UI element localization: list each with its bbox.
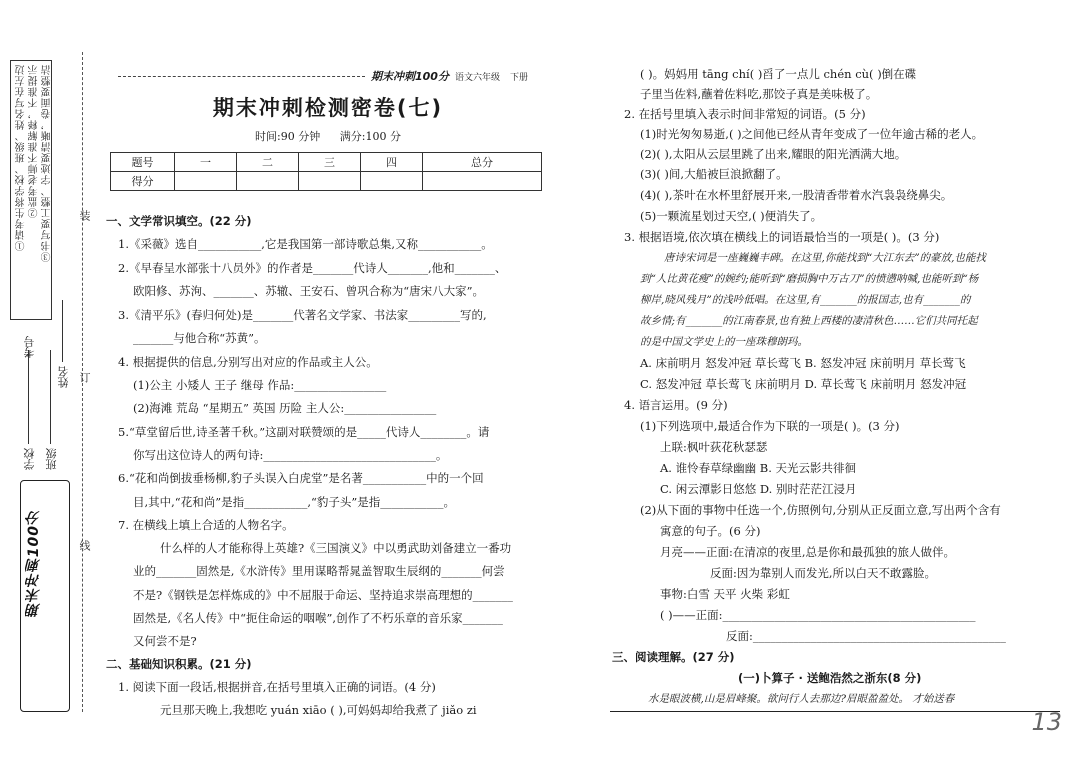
question-line: (5)一颗流星划过天空,( )便消失了。 xyxy=(640,209,823,223)
question-line: (1)下列选项中,最适合作为下联的一项是( )。(3 分) xyxy=(640,419,900,433)
option-line: A. 谁怜春草绿幽幽 B. 天光云影共徘徊 xyxy=(660,461,857,475)
score-cell: 二 xyxy=(237,153,299,172)
question-line: 3.《清平乐》(春归何处)是_______代著名文学家、书法家_________写的, xyxy=(118,308,487,322)
poem-line: 水是眼波横,山是眉峰聚。欲问行人去那边?眉眼盈盈处。 才始送春 xyxy=(648,693,955,705)
poem-title: (一)卜算子 · 送鲍浩然之浙东(8 分) xyxy=(738,671,922,685)
question-line: (3)( )间,大船被巨浪掀翻了。 xyxy=(640,167,788,181)
class-field[interactable] xyxy=(50,350,51,444)
option-line: C. 怒发冲冠 草长莺飞 床前明月 D. 草长莺飞 床前明月 怒发冲冠 xyxy=(640,377,967,391)
question-line: 2.《早春呈水部张十八员外》的作者是_______代诗人_______,他和_______、 xyxy=(118,261,507,275)
question-line: 元旦那天晚上,我想吃 yuán xiāo ( ),可妈妈却给我煮了 jiǎo zi xyxy=(160,703,477,717)
question-line: _______与他合称“苏黄”。 xyxy=(133,331,266,345)
score-cell: 三 xyxy=(299,153,361,172)
header-brand: 期末冲刺100分 xyxy=(371,70,449,83)
cut-mark-3: 线 xyxy=(78,540,91,551)
score-input-cell[interactable] xyxy=(299,172,361,191)
passage-line: 的是中国文学史上的一座珠穆朗玛。 xyxy=(640,336,808,348)
question-line: 6.“花和尚倒拔垂杨柳,豹子头误入白虎堂”是名著___________中的一个回 xyxy=(118,471,484,485)
question-line: 4. 语言运用。(9 分) xyxy=(624,398,728,412)
answer-line[interactable]: 反面:____________________________________________ xyxy=(726,629,1006,643)
question-line: 1.《采薇》选自___________,它是我国第一部诗歌总集,又称___________。 xyxy=(118,237,493,251)
exam-note-3: ③书写要工整、字迹要清晰，卷面要整洁 xyxy=(42,64,53,262)
question-line: 寓意的句子。(6 分) xyxy=(660,524,761,538)
score-cell: 总分 xyxy=(423,153,542,172)
name-field[interactable] xyxy=(62,300,63,362)
question-line: 目,其中,“花和尚”是指___________,“豹子头”是指___________。 xyxy=(133,495,455,509)
question-line: (1)公主 小矮人 王子 继母 作品:________________ xyxy=(133,378,387,392)
question-line: 1. 阅读下面一段话,根据拼音,在括号里填入正确的词语。(4 分) xyxy=(118,680,436,694)
question-line: 5.“草堂留后世,诗圣著千秋。”这副对联赞颂的是_____代诗人________。请 xyxy=(118,425,490,439)
score-input-cell[interactable] xyxy=(361,172,423,191)
exam-total-score: 满分:100 分 xyxy=(339,130,401,143)
score-table-score-row xyxy=(111,172,542,191)
option-line: C. 闲云潭影日悠悠 D. 别时茫茫江浸月 xyxy=(660,482,857,496)
school-label: 学校 xyxy=(23,448,36,470)
question-line: 欧阳修、苏洵、_______、苏辙、王安石、曾巩合称为“唐宋八大家”。 xyxy=(133,284,485,298)
page-number: 13 xyxy=(1031,708,1062,736)
section-heading: 二、基础知识积累。(21 分) xyxy=(106,657,252,671)
passage-line: 故乡情;有_______的江南春景,也有独上西楼的凄清秋色……它们共同托起 xyxy=(640,315,978,327)
cut-mark-2: 订 xyxy=(78,372,91,383)
question-line: 业的_______固然是,《水浒传》里用谋略帮晁盖智取生辰纲的_______何尝 xyxy=(133,564,505,578)
cut-mark-1: 装 xyxy=(78,210,91,221)
page-title: 期末冲刺检测密卷(七) xyxy=(212,96,444,120)
example-line: 反面:因为靠别人而发光,所以白天不敢露脸。 xyxy=(710,566,937,580)
question-line: (2)从下面的事物中任选一个,仿照例句,分别从正反面立意,写出两个含有 xyxy=(640,503,1001,517)
question-line: 你写出这位诗人的两句诗:______________________________。 xyxy=(133,448,448,462)
question-line: (1)时光匆匆易逝,( )之间他已经从青年变成了一位年逾古稀的老人。 xyxy=(640,127,984,141)
exam-note-2: ②监考老师不准解释，不准提示 xyxy=(29,64,40,218)
question-line: (2)( ),太阳从云层里跳了出来,耀眼的阳光洒满大地。 xyxy=(640,147,907,161)
header-grade: 语文六年级 xyxy=(454,72,500,83)
question-line: 又何尝不是? xyxy=(133,634,197,648)
brand-logo: 期末冲刺100分 xyxy=(26,510,42,618)
exam-note-1: ①请考生将学校、班级、姓名写在左边 xyxy=(16,64,27,251)
question-line: 上联:枫叶荻花秋瑟瑟 xyxy=(660,440,768,454)
question-line: ( )。妈妈用 tāng chí( )舀了一点儿 chén cù( )倒在碟 xyxy=(640,67,917,81)
page-bottom-rule xyxy=(610,711,1060,712)
exam-number-label: 考号 xyxy=(23,336,36,358)
binding-margin xyxy=(0,0,96,764)
name-label: 姓名 xyxy=(57,366,70,388)
passage-line: 柳岸,晓风残月”的浅吟低唱。在这里,有_______的报国志,也有_______的 xyxy=(640,294,971,306)
header-divider xyxy=(118,76,365,77)
score-input-cell[interactable] xyxy=(175,172,237,191)
exam-time: 时间:90 分钟 xyxy=(255,130,321,143)
question-line: 什么样的人才能称得上英雄?《三国演义》中以勇武助刘备建立一番功 xyxy=(160,541,512,555)
question-line: 2. 在括号里填入表示时间非常短的词语。(5 分) xyxy=(624,107,866,121)
question-line: 3. 根据语境,依次填在横线上的词语最恰当的一项是( )。(3 分) xyxy=(624,230,940,244)
score-table xyxy=(110,152,542,191)
score-cell: 一 xyxy=(175,153,237,172)
question-line: 事物:白雪 天平 火柴 彩虹 xyxy=(660,587,790,601)
school-field[interactable] xyxy=(28,350,29,444)
score-cell: 四 xyxy=(361,153,423,172)
question-line: (2)海滩 荒岛 “星期五” 英国 历险 主人公:________________ xyxy=(133,401,437,415)
question-line: 子里当佐料,蘸着佐料吃,那饺子真是美味极了。 xyxy=(640,87,878,101)
class-label: 班级 xyxy=(45,448,58,470)
score-cell: 得分 xyxy=(111,172,175,191)
score-input-cell[interactable] xyxy=(423,172,542,191)
score-cell: 题号 xyxy=(111,153,175,172)
passage-line: 唐诗宋词是一座巍巍丰碑。在这里,你能找到“大江东去”的豪放,也能找 xyxy=(664,252,986,264)
section-heading: 三、阅读理解。(27 分) xyxy=(612,650,735,664)
header-bar xyxy=(118,68,538,84)
exam-meta xyxy=(118,128,538,144)
passage-line: 到“人比黄花瘦”的婉约;能听到“磨损胸中万古刀”的愤懑呐喊,也能听到“杨 xyxy=(640,273,979,285)
question-line: (4)( ),茶叶在水杯里舒展开来,一股清香带着水汽袅袅绕鼻尖。 xyxy=(640,188,953,202)
score-table-header-row xyxy=(111,153,542,172)
option-line: A. 床前明月 怒发冲冠 草长莺飞 B. 怒发冲冠 床前明月 草长莺飞 xyxy=(640,356,966,370)
question-line: 固然是,《名人传》中“扼住命运的咽喉”,创作了不朽乐章的音乐家_______ xyxy=(133,611,503,625)
question-line: 4. 根据提供的信息,分别写出对应的作品或主人公。 xyxy=(118,355,378,369)
question-line: 不是?《钢铁是怎样炼成的》中不屈服于命运、坚持追求崇高理想的_______ xyxy=(133,588,513,602)
score-input-cell[interactable] xyxy=(237,172,299,191)
question-line: 7. 在横线上填上合适的人物名字。 xyxy=(118,518,294,532)
section-heading: 一、文学常识填空。(22 分) xyxy=(106,214,252,228)
example-line: 月亮——正面:在清凉的夜里,总是你和最孤独的旅人做伴。 xyxy=(660,545,956,559)
answer-line[interactable]: ( )——正面:____________________________________________ xyxy=(660,608,976,622)
header-term: 下册 xyxy=(509,72,528,83)
